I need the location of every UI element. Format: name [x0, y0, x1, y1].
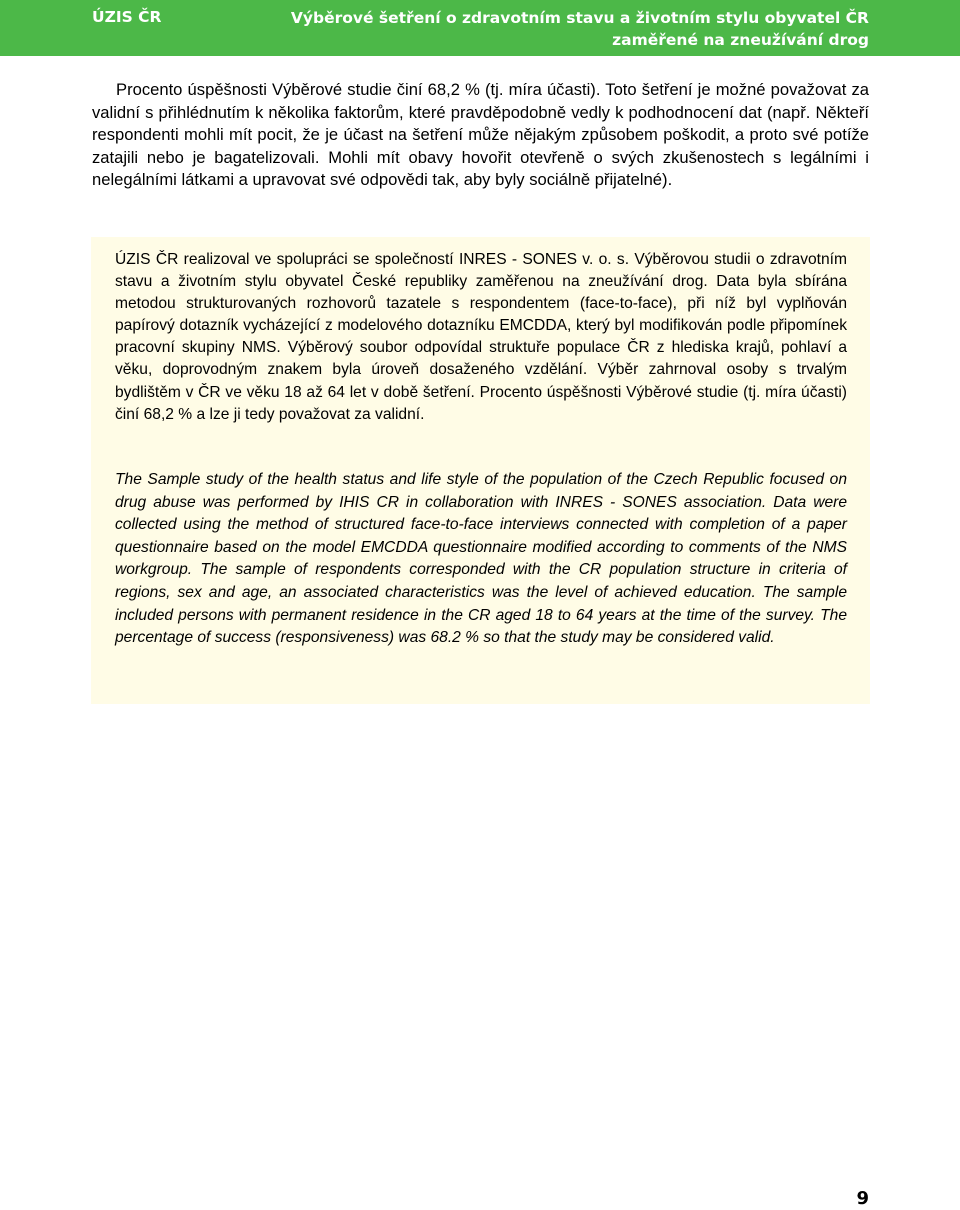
summary-box: [91, 237, 870, 704]
header-title: [229, 7, 869, 51]
page-number: 9: [856, 1188, 869, 1209]
header-title-line-2: zaměřené na zneužívání drog: [612, 31, 869, 49]
summary-english: The Sample study of the health status and life style of the population of the Czech Republic focused on drug abuse was performed by IHIS CR in collaboration with INRES - SONES association. Data were collected using the method of structured face-to-face interviews connected with completion of a paper questionnaire based on the model EMCDDA questionnaire modified according to comments of the NMS workgroup. The sample of respondents corresponded with the CR population structure in criteria of regions, sex and age, an associated characteristics was the level of achieved education. The sample included persons with permanent residence in the CR aged 18 to 64 years at the time of the survey. The percentage of success (responsiveness) was 68.2 % so that the study may be considered valid.: [115, 471, 847, 647]
header-organization: ÚZIS ČR: [92, 8, 162, 26]
page-header: [0, 0, 960, 56]
header-title-line-1: Výběrové šetření o zdravotním stavu a životním stylu obyvatel ČR: [290, 9, 869, 27]
intro-paragraph: Procento úspěšnosti Výběrové studie činí 68,2 % (tj. míra účasti). Toto šetření je možné považovat za validní s přihlédnutím k několika faktorům, které pravděpodobně vedly k podhodnocení dat (např. Někteří respondenti mohli mít pocit, že je účast na šetření může nějakým způsobem poškodit, a proto své potíže zatajili nebo je bagatelizovali. Mohli mít obavy hovořit otevřeně o svých zkušenostech s legálními i nelegálními látkami a upravovat své odpovědi tak, aby byly sociálně přijatelné).: [92, 80, 869, 190]
summary-czech: ÚZIS ČR realizoval ve spolupráci se společností INRES - SONES v. o. s. Výběrovou studii o zdravotním stavu a životním stylu obyvatel České republiky zaměřenou na zneužívání drog. Data byla sbírána metodou strukturovaných rozhovorů tazatele s respondentem (face-to-face), při níž byl vyplňován papírový dotazník vycházející z modelového dotazníku EMCDDA, který byl modifikován podle připomínek pracovní skupiny NMS. Výběrový soubor odpovídal struktuře populace ČR z hlediska krajů, pohlaví a věku, doprovodným znakem byla úroveň dosaženého vzdělání. Výběr zahrnoval osoby s trvalým bydlištěm v ČR ve věku 18 až 64 let v době šetření. Procento úspěšnosti Výběrové studie (tj. míra účasti) činí 68,2 % a lze ji tedy považovat za validní.: [115, 251, 847, 423]
